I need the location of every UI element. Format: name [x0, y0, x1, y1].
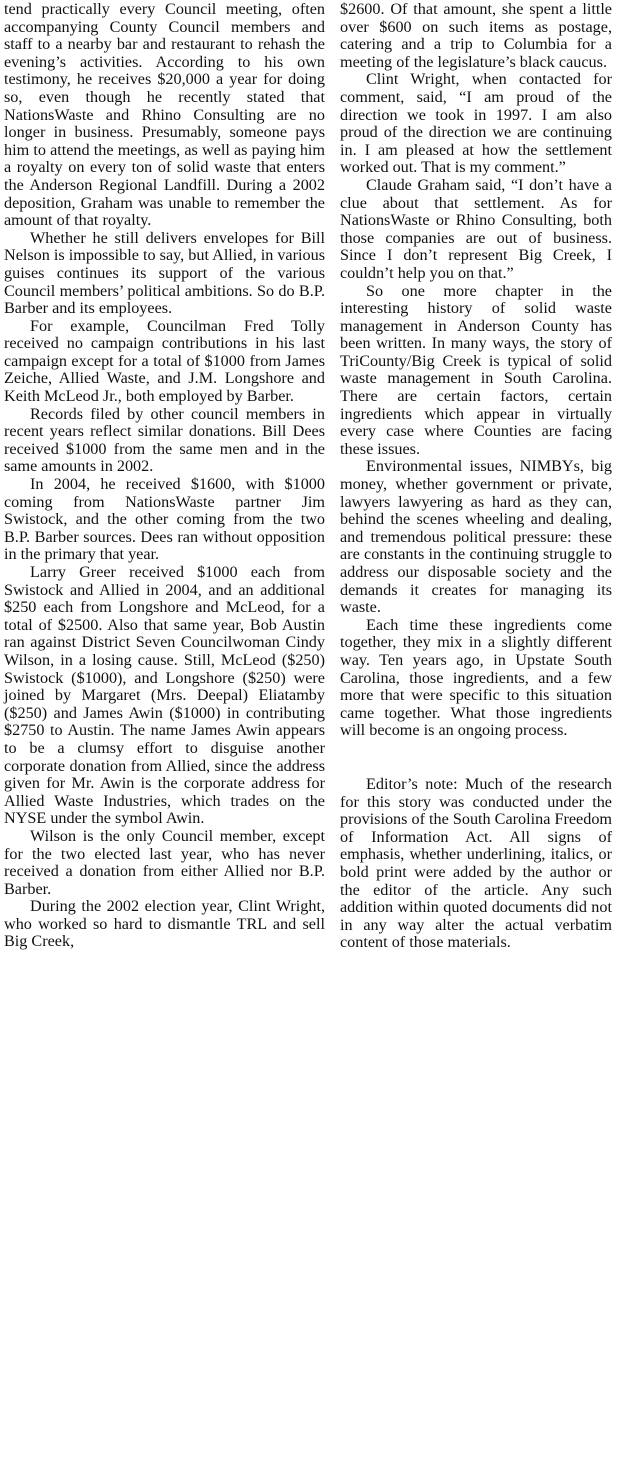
paragraph: Environmental issues, NIMBYs, big money, whether government or private, lawyers lawyering as hard as they can, behind the scenes wheeling and dealing, and tremendous political pressure: these are constants in the continuing struggle to address our disposable society and the demands it creates for managing its waste. [340, 457, 612, 617]
paragraph: During the 2002 election year, Clint Wright, who worked so hard to dismantle TRL and sell Big Creek, [4, 897, 325, 951]
paragraph: Records filed by other council members in recent years reflect similar donations. Bill Dees received $1000 from the same men and in the same amounts in 2002. [4, 404, 325, 476]
paragraph: For example, Councilman Fred Tolly received no campaign contributions in his last campaign except for a total of $1000 from James Zeiche, Allied Waste, and J.M. Longshore and Keith McLeod Jr., both employed by Barber. [4, 316, 325, 406]
paragraph: So one more chapter in the interesting history of solid waste management in Anderson County has been written. In many ways, the story of TriCounty/Big Creek is typical of solid waste management in South Carolina. There are certain factors, certain ingredients which appear in virtually every case where Counties are facing these issues. [340, 281, 612, 458]
paragraph: Each time these ingredients come together, they mix in a slightly different way. Ten years ago, in Upstate South Carolina, those ingredients, and a few more that were specific to this situation came together. What those ingredients will become is an ongoing process. [340, 615, 612, 740]
paragraph: Claude Graham said, “I don’t have a clue about that settlement. As for NationsWaste or Rhino Consulting, both those companies are out of business. Since I don’t represent Big Creek, I couldn’t help you on that.” [340, 175, 612, 282]
paragraph: Clint Wright, when contacted for comment, said, “I am proud of the direction we took in 1997. I am also proud of the direction we are continuing in. I am pleased at how the settlement worked out. That is my comment.” [340, 70, 612, 177]
paragraph: In 2004, he received $1600, with $1000 coming from NationsWaste partner Jim Swistock, and the other coming from the two B.P. Barber sources. Dees ran without opposition in the primary that year. [4, 475, 325, 564]
editors-note: Editor’s note: Much of the research for this story was conducted under the provisions of the South Carolina Freedom of Information Act. All signs of emphasis, whether underlining, italics, or bold print were added by the author or the editor of the article. Any such addition within quoted documents did not in any way alter the actual verbatim content of those materials. [340, 774, 613, 952]
paragraph: $2600. Of that amount, she spent a little over $600 on such items as postage, catering and a trip to Columbia for a meeting of the legislature’s black caucus. [340, 0, 612, 71]
article-column-right [340, 1, 612, 952]
paragraph: Wilson is the only Council member, except for the two elected last year, who has never received a donation from either Allied nor B.P. Barber. [4, 826, 325, 898]
paragraph: tend practically every Council meeting, often accompanying County Council members and staff to a nearby bar and restaurant to rehash the evening’s activities. According to his own testimony, he receives $20,000 a year for doing so, even though he recently stated that NationsWaste and Rhino Consulting are no longer in business. Presumably, someone pays him to attend the meetings, as well as paying him a royalty on every ton of solid waste that enters the Anderson Regional Landfill. During a 2002 deposition, Graham was unable to remember the amount of that royalty. [4, 0, 325, 230]
article-column-left [4, 1, 325, 951]
paragraph: Larry Greer received $1000 each from Swistock and Allied in 2004, and an additional $250 each from Longshore and McLeod, for a total of $2500. Also that same year, Bob Austin ran against District Seven Councilwoman Cindy Wilson, in a losing cause. Still, McLeod ($250) Swistock ($1000), and Longshore ($250) were joined by Margaret (Mrs. Deepal) Eliatamby ($250) and James Awin ($1000) in contributing $2750 to Austin. The name James Awin appears to be a clumsy effort to disguise another corporate donation from Allied, since the address given for Mr. Awin is the corporate address for Allied Waste Industries, which trades on the NYSE under the symbol Awin. [4, 563, 325, 828]
paragraph: Whether he still delivers envelopes for Bill Nelson is impossible to say, but Allied, in various guises continues its support of the various Council members’ political ambitions. So do B.P. Barber and its employees. [4, 228, 325, 318]
